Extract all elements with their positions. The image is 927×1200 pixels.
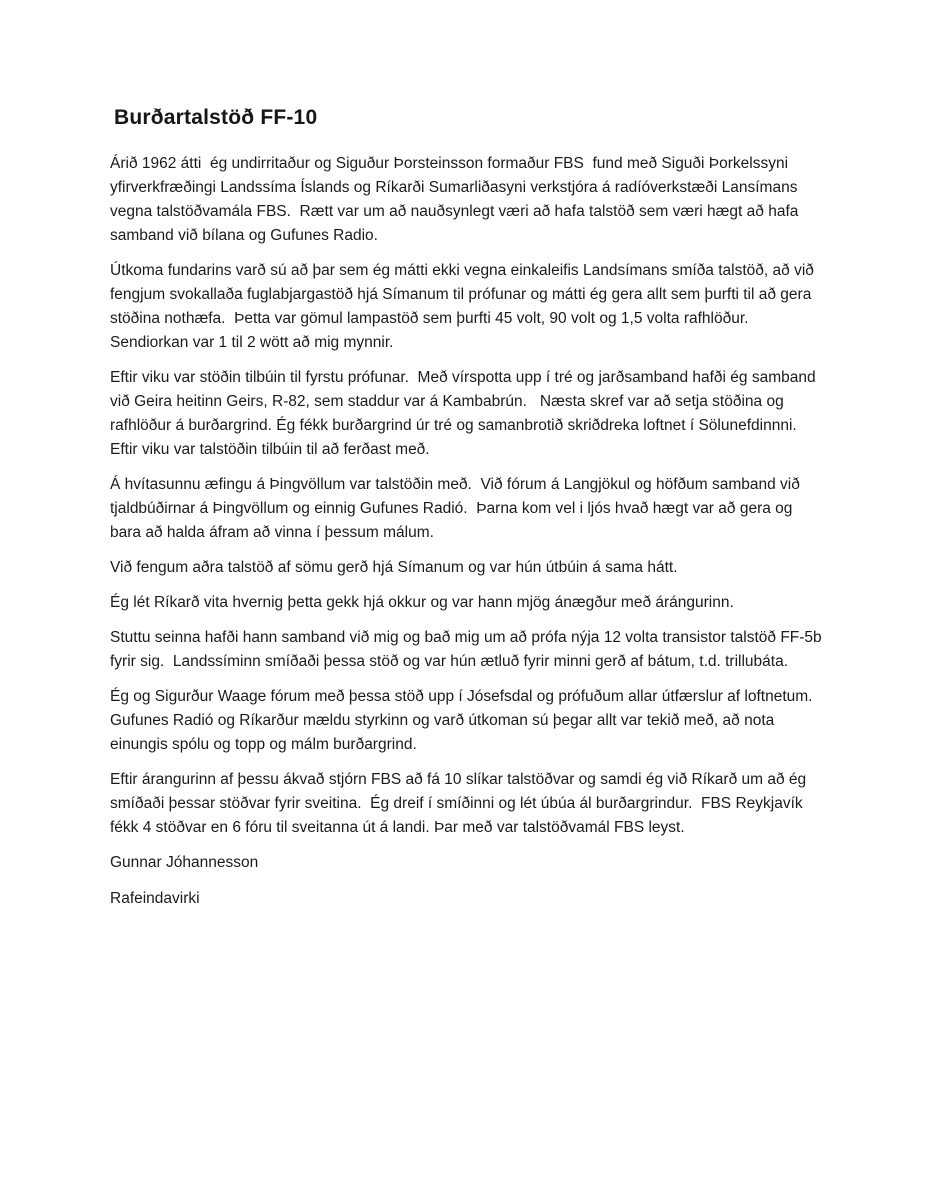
paragraph-5: Við fengum aðra talstöð af sömu gerð hjá Símanum og var hún útbúin á sama hátt. [110, 559, 678, 576]
paragraph-1: Árið 1962 átti ég undirritaður og Siguður Þorsteinsson formaður FBS fund með Siguði Þorkelssyni yfirverkfræðingi Landssíma Íslands og Ríkarði Sumarliðasyni verkstjóra á radíóverkstæði Lansímans vegna talstöðvamála FBS. Rætt var um að nauðsynlegt væri að hafa talstöð sem væri hægt að hafa samband við bílana og Gufunes Radio. [110, 155, 803, 244]
paragraph-4: Á hvítasunnu æfingu á Þingvöllum var talstöðin með. Við fórum á Langjökul og höfðum samband við tjaldbúðirnar á Þingvöllum og einnig Gufunes Radió. Þarna kom vel i ljós hvað hægt var að gera og bara að halda áfram að vinna í þessum málum. [110, 476, 805, 541]
document-title: Burðartalstöð FF-10 [114, 106, 318, 129]
paragraph-8: Ég og Sigurður Waage fórum með þessa stöð upp í Jósefsdal og prófuðum allar útfærslur af loftnetum. Gufunes Radió og Ríkarður mældu styrkinn og varð útkoman sú þegar allt var tekið með, að nota einungis spólu og topp og málm burðargrind. [110, 688, 822, 753]
paragraph-6: Ég lét Ríkarð vita hvernig þetta gekk hjá okkur og var hann mjög ánægður með árángurinn. [110, 594, 734, 611]
signature-role: Rafeindavirki [110, 890, 200, 907]
paragraph-2: Útkoma fundarins varð sú að þar sem ég mátti ekki vegna einkaleifis Landsímans smíða talstöð, að við fengjum svokallaða fuglabjargastöð hjá Símanum til prófunar og mátti ég gera allt sem þurfti til að gera stöðina nothæfa. Þetta var gömul lampastöð sem þurfti 45 volt, 90 volt og 1,5 volta rafhlöður. Sendiorkan var 1 til 2 wött að mig mynnir. [110, 262, 819, 351]
paragraph-7: Stuttu seinna hafði hann samband við mig og bað mig um að prófa nýja 12 volta transistor talstöð FF-5b fyrir sig. Landssíminn smíðaði þessa stöð og var hún ætluð fyrir minni gerð af bátum, t.d. trillubáta. [110, 629, 826, 670]
paragraph-3: Eftir viku var stöðin tilbúin til fyrstu prófunar. Með vírspotta upp í tré og jarðsamband hafði ég samband við Geira heitinn Geirs, R-82, sem staddur var á Kambabrún. Næsta skref var að setja stöðina og rafhlöður á burðargrind. Ég fékk burðargrind úr tré og samanbrotið skriðdreka loftnet í Sölunefdinnni. Eftir viku var talstöðin tilbúin til að ferðast með. [110, 369, 820, 458]
document-content [110, 106, 824, 923]
paragraph-9: Eftir árangurinn af þessu ákvað stjórn FBS að fá 10 slíkar talstöðvar og samdi ég við Ríkarð um að ég smíðaði þessar stöðvar fyrir sveitina. Ég dreif í smíðinni og lét úbúa ál burðargrindur. FBS Reykjavík fékk 4 stöðvar en 6 fóru til sveitanna út á landi. Þar með var talstöðvamál FBS leyst. [110, 771, 811, 836]
signature-name: Gunnar Jóhannesson [110, 854, 259, 871]
